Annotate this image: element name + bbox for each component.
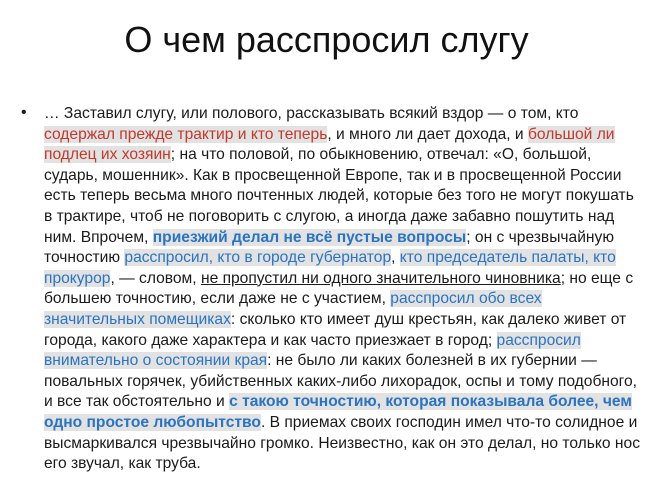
text-segment-plain: ; но еще с большею точностию, если даже не с участием, — [44, 269, 634, 308]
text-segment-plain: , — словом, — [110, 269, 201, 287]
text-segment-plain: ; он с чрезвычайную точностию — [44, 228, 615, 267]
text-segment-plain: : сколько кто имеет душ крестьян, как далеко живет от города, какого даже характера и как часто приезжает в город; — [44, 310, 627, 349]
highlight-accuracy-curiosity: с такою точностию, которая показывала более, чем одно простое любопытство — [44, 393, 632, 431]
highlight-chairman-prosecutor: кто председатель палаты, кто прокурор — [44, 249, 616, 287]
highlight-tavern-owner: содержал прежде трактир и кто теперь — [44, 125, 328, 143]
highlight-region-state: расспросил внимательно о состоянии края — [44, 331, 581, 370]
text-segment-plain: . В приемах своих господин имел что-то солидное и высмаркивался чрезвычайно громко. Неизвестно, как он это делал, но только нос его звучал, как труба. — [44, 413, 640, 473]
text-segment-plain: … Заставил слугу, или полового, рассказывать всякий вздор — о том, кто — [44, 105, 579, 122]
highlight-owner-scoundrel: большой ли подлец их хозяин — [44, 125, 615, 164]
highlight-governor: расспросил, кто в городе губернатор — [124, 249, 392, 267]
slide-title: О чем расспросил слугу — [124, 19, 529, 60]
bullet-icon: • — [21, 104, 27, 121]
text-segment-plain: : не было ли каких болезней в их губернии — повальных горячек, убийственных каких-либо лихорадок, оспы и тому подобного, и все так обстоятельно и — [44, 352, 638, 411]
text-segment-plain: ; на что половой, по обыкновению, отвечал: «О, большой, сударь, мошенник». Как в просвещенной Европе, так и в просвещенной России есть теперь весьма много почтенных людей, которые без того не могут покушать в трактире, чтоб не поговорить с слугою, а иногда даже забавно пошутить над ним. Впрочем, — [44, 146, 634, 246]
quote-paragraph — [44, 104, 644, 475]
highlight-not-empty-questions: приезжий делал не всё пустые вопросы — [152, 228, 467, 246]
underlined-officials: не пропустил ни одного значительного чиновника — [200, 269, 561, 287]
text-segment-plain: , и много ли дает дохода, и — [327, 125, 528, 143]
highlight-landowners: расспросил обо всех значительных помещиках — [44, 290, 542, 328]
text-segment-plain: , — [391, 249, 400, 267]
